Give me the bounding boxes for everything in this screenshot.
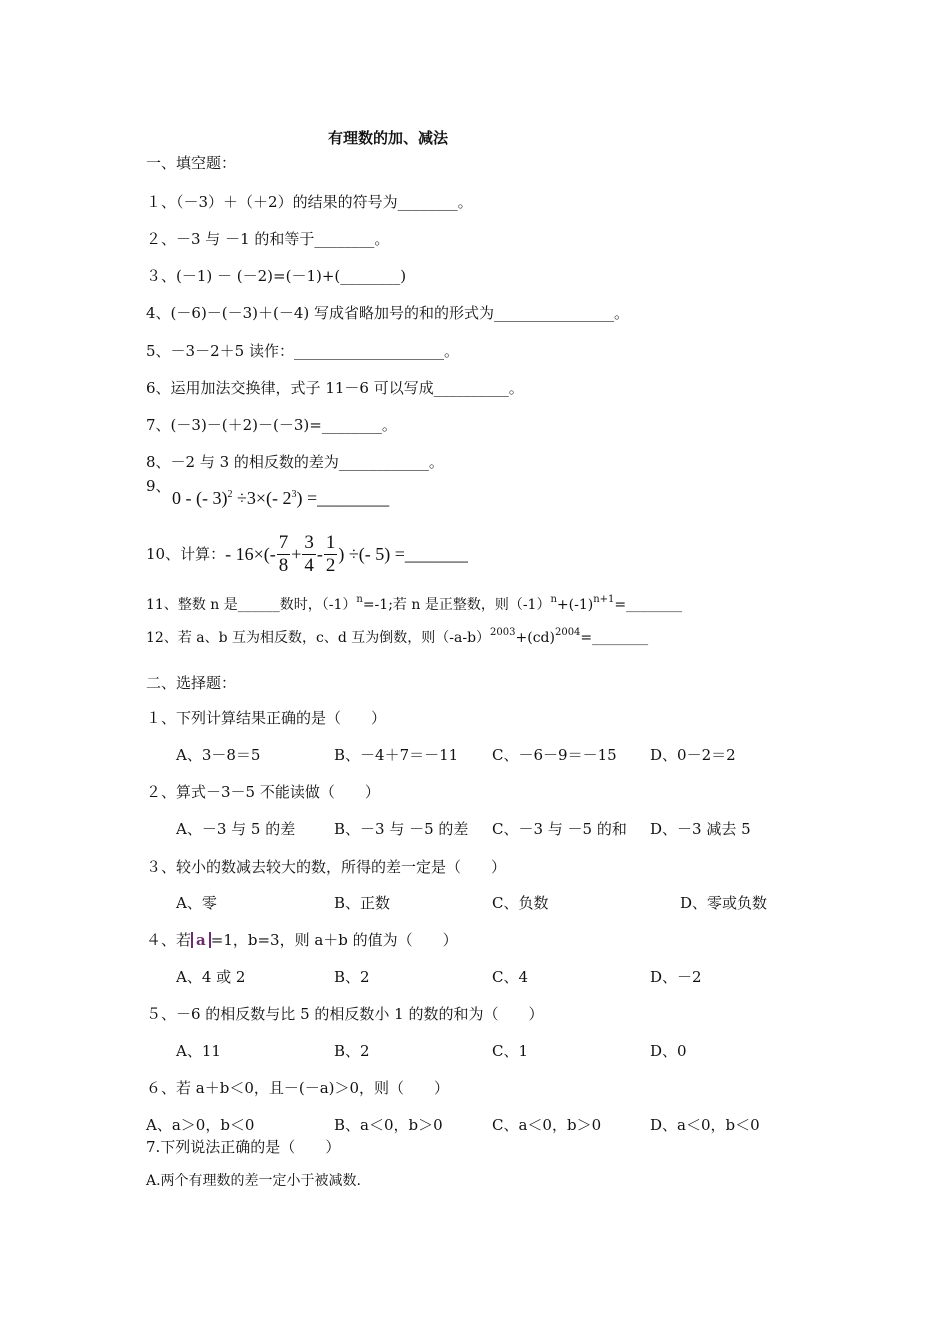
q11-part-a: 11、整数 n 是______数时，（-1） [146,597,357,613]
choice-1-option-c: C、－6－9＝－15 [492,746,617,764]
q10-part-a: - 16× [225,544,264,564]
choice-3-option-b: B、正数 [334,894,391,912]
choice-3-option-c: C、负数 [492,894,549,912]
fill-question-2: ２、－3 与 －1 的和等于________。 [146,230,390,248]
absolute-value-a: a [191,932,211,948]
choice-2-option-a: A、－3 与 5 的差 [176,820,296,838]
q10-fraction-2-denominator: 4 [304,554,314,576]
choice-5-option-a: A、11 [176,1042,221,1060]
fill-question-5: 5、－3－2＋5 读作：____________________。 [146,342,459,360]
q10-fraction-1-numerator: 7 [278,531,289,553]
q10-minus: - [316,544,323,564]
choice-3-option-d: D、零或负数 [680,894,768,912]
q11-exponent-3: n+1 [593,594,615,605]
fill-question-9-expression [172,485,389,508]
fill-question-4: 4、(－6)－(－3)＋(－4) 写成省略加号的和的形式为________________。 [146,304,630,322]
choice-question-4 [146,930,458,950]
q10-part-c: ) ÷(- 5) =_______ [338,544,468,564]
q10-label: 10、计算： [146,545,226,563]
fill-question-12 [146,623,648,648]
q9-part-a: 0 - (- 3) [172,488,228,508]
choice-2-option-d: D、－3 减去 5 [650,820,751,838]
choice-question-7: 7.下列说法正确的是（ ） [146,1138,341,1156]
choice-2-option-b: B、－3 与 －5 的差 [334,820,469,838]
q9-part-b: ÷3×(- 2 [232,488,292,508]
choice-4-prefix: ４、若 [146,931,192,949]
q11-exponent-2: n [550,594,557,605]
q10-fraction-1 [277,532,291,577]
choice-1-option-a: A、3－8＝5 [176,746,261,764]
q11-part-c: +(-1) [556,597,594,613]
choice-5-option-c: C、1 [492,1042,529,1060]
q9-part-c: ) =________ [296,488,390,508]
fill-question-7: 7、(－3)－(＋2)－(－3)=________。 [146,416,397,434]
q10-fraction-2-numerator: 3 [304,531,314,553]
q10-fraction-1-denominator: 8 [278,554,289,576]
choice-3-option-a: A、零 [176,894,217,912]
q11-exponent-1: n [356,594,363,605]
fill-question-11 [146,590,682,615]
q10-fraction-2 [302,532,316,577]
q12-exponent-2: 2004 [554,627,581,638]
fill-question-8: 8、－2 与 3 的相反数的差为____________。 [146,453,444,471]
choice-4-option-a: A、4 或 2 [176,968,246,986]
choice-question-3: ３、较小的数减去较大的数，所得的差一定是（ ） [146,858,507,876]
q12-part-b: +(cd) [515,630,555,646]
q12-part-a: 12、若 a、b 互为相反数，c、d 互为倒数，则（-a-b） [146,630,491,646]
q11-part-d: =________ [614,597,683,613]
fill-question-6: 6、运用加法交换律，式子 11－6 可以写成__________。 [146,379,524,397]
q11-part-b: =-1;若 n 是正整数，则（-1） [362,597,551,613]
choice-question-6: ６、若 a＋b＜0，且－(－a)＞0，则（ ） [146,1079,450,1097]
choice-6-option-d: D、a＜0，b＜0 [650,1116,760,1134]
choice-5-option-d: D、0 [650,1042,687,1060]
choice-5-option-b: B、2 [334,1042,370,1060]
choice-6-option-b: B、a＜0，b＞0 [334,1116,443,1134]
choice-2-option-c: C、－3 与 －5 的和 [492,820,627,838]
q9-exponent-1: 2 [227,489,233,500]
choice-6-option-a: A、a＞0，b＜0 [146,1116,255,1134]
choice-6-option-c: C、a＜0，b＞0 [492,1116,602,1134]
choice-4-option-c: C、4 [492,968,529,986]
fill-question-3: ３、(－1) － (－2)=(－1)+(________) [146,267,407,285]
q10-fraction-3-denominator: 2 [325,554,336,576]
q9-exponent-2: 3 [291,489,297,500]
section-choice-heading: 二、选择题： [146,674,237,692]
choice-1-option-b: B、－4＋7＝－11 [334,746,459,764]
choice-1-option-d: D、0－2＝2 [650,746,736,764]
page-title: 有理数的加、减法 [328,129,449,147]
fill-question-9-label: 9、 [146,477,171,495]
choice-question-5: ５、－6 的相反数与比 5 的相反数小 1 的数的和为（ ） [146,1005,544,1023]
q10-fraction-3 [324,532,338,577]
q10-paren-open: (- [263,544,276,564]
choice-question-2: ２、算式－3－5 不能读做（ ） [146,783,380,801]
q10-plus: + [291,544,302,564]
section-fill-heading: 一、填空题： [146,154,237,172]
choice-7-option-a: A.两个有理数的差一定小于被减数. [146,1173,362,1189]
q12-part-c: =________ [580,630,649,646]
choice-4-suffix: =1，b=3，则 a＋b 的值为（ ） [210,931,458,949]
choice-4-option-b: B、2 [334,968,370,986]
q10-fraction-3-numerator: 1 [325,531,336,553]
choice-question-1: １、下列计算结果正确的是（ ） [146,709,387,727]
fill-question-1: １、（－3）＋（＋2）的结果的符号为________。 [146,193,473,211]
q12-exponent-1: 2003 [490,627,516,638]
fill-question-10 [146,528,468,579]
choice-4-option-d: D、－2 [650,968,702,986]
